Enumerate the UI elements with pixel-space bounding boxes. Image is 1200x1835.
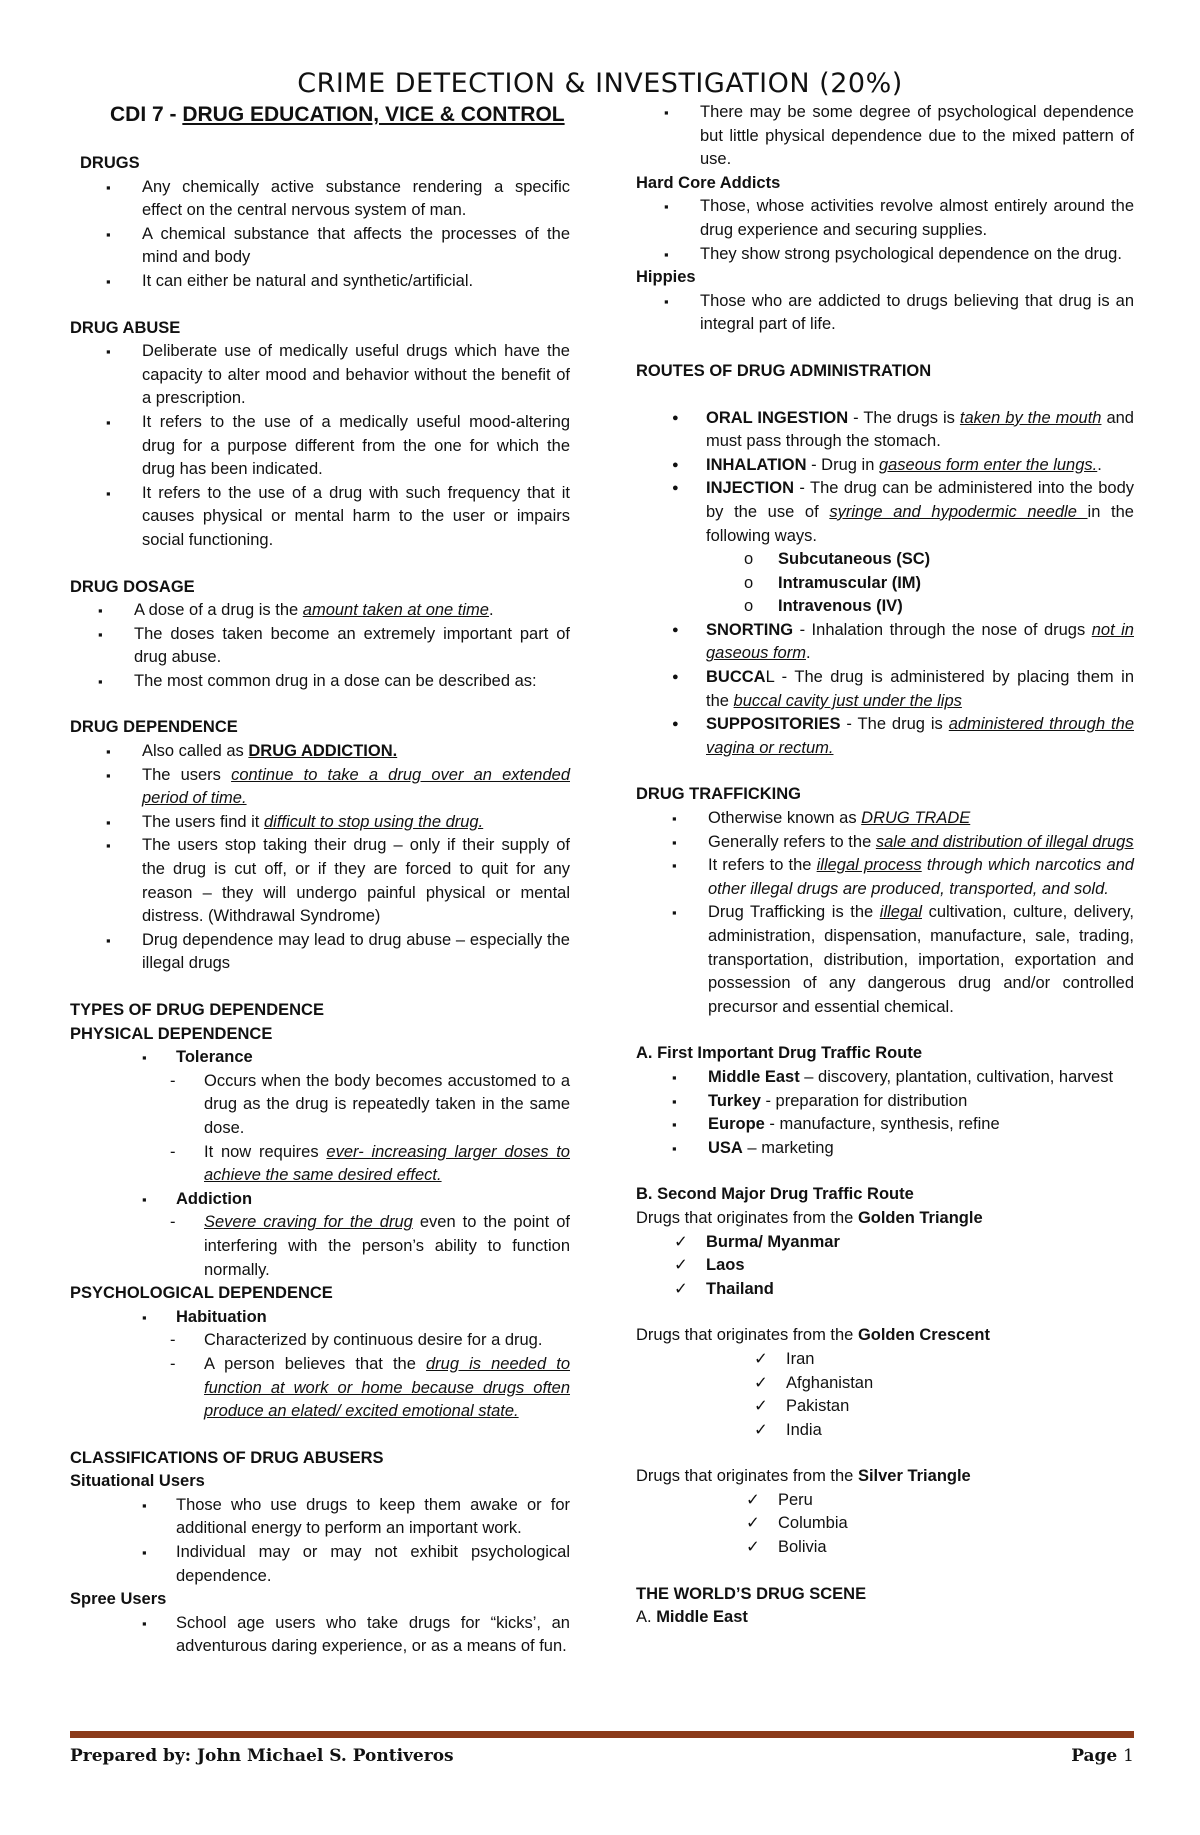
habituation-details bbox=[70, 1329, 570, 1423]
list-item: ✓ Laos bbox=[636, 1254, 1134, 1278]
world-drug-scene-heading: THE WORLD’S DRUG SCENE bbox=[636, 1584, 867, 1603]
habituation-label: ▪ Habituation bbox=[70, 1306, 570, 1330]
list-item: ● SNORTING - Inhalation through the nose of drugs not in gaseous form. bbox=[636, 619, 1134, 666]
list-item: ▪ Turkey - preparation for distribution bbox=[636, 1090, 1134, 1114]
list-item: ✓ Thailand bbox=[636, 1278, 1134, 1302]
list-item: ▪ The doses taken become an extremely important part of drug abuse. bbox=[62, 623, 570, 670]
trafficking-list bbox=[636, 807, 1134, 1019]
list-item: ▪ Deliberate use of medically useful drugs which have the capacity to alter mood and behavior without the benefit of a prescription. bbox=[70, 340, 570, 411]
golden-triangle-list bbox=[636, 1231, 1134, 1302]
route-a-list bbox=[636, 1066, 1134, 1160]
right-column bbox=[636, 101, 1134, 1630]
list-item: ▪ It refers to the use of a drug with such frequency that it causes physical or mental harm to the user or impairs social functioning. bbox=[70, 482, 570, 553]
list-item: ▪ Otherwise known as DRUG TRADE bbox=[636, 807, 1134, 831]
list-item: ✓ Afghanistan bbox=[636, 1372, 1134, 1396]
list-item: ▪ Europe - manufacture, synthesis, refine bbox=[636, 1113, 1134, 1137]
list-item: ▪ Also called as DRUG ADDICTION. bbox=[70, 740, 570, 764]
hardcore-list bbox=[628, 195, 1134, 266]
drug-abuse-heading: DRUG ABUSE bbox=[70, 318, 181, 337]
continuation-list bbox=[628, 101, 1134, 172]
list-item: ● ORAL INGESTION - The drugs is taken by the mouth and must pass through the stomach. bbox=[636, 407, 1134, 454]
routes-list bbox=[636, 407, 1134, 549]
silver-triangle-list bbox=[636, 1489, 1134, 1560]
list-item: ● BUCCAL - The drug is administered by placing them in the buccal cavity just under the lips bbox=[636, 666, 1134, 713]
list-item: - Occurs when the body becomes accustomed to a drug as the drug is repeatedly taken in the same dose. bbox=[70, 1070, 570, 1141]
list-item: ▪ It can either be natural and synthetic/artificial. bbox=[70, 270, 570, 294]
list-item: ▪ A dose of a drug is the amount taken at one time. bbox=[62, 599, 570, 623]
golden-triangle-line: Drugs that originates from the Golden Triangle bbox=[636, 1208, 983, 1227]
list-item: ✓ Pakistan bbox=[636, 1395, 1134, 1419]
footer-page-number: Page 1 bbox=[1071, 1746, 1134, 1766]
list-item: ▪ There may be some degree of psychological dependence but little physical dependence due to the mixed pattern of use. bbox=[628, 101, 1134, 172]
subject-title bbox=[110, 103, 565, 127]
left-column bbox=[70, 152, 570, 1659]
drug-abuse-list bbox=[70, 340, 570, 552]
psychological-dependence-heading: PSYCHOLOGICAL DEPENDENCE bbox=[70, 1284, 333, 1303]
drug-dosage-heading: DRUG DOSAGE bbox=[70, 577, 195, 596]
list-item: o Intravenous (IV) bbox=[636, 595, 1134, 619]
list-item: ▪ School age users who take drugs for “kicks’, an adventurous daring experience, or as a means of fun. bbox=[70, 1612, 570, 1659]
document-title: CRIME DETECTION & INVESTIGATION (20%) bbox=[297, 68, 903, 99]
golden-crescent-line: Drugs that originates from the Golden Crescent bbox=[636, 1326, 990, 1345]
routes-list-2 bbox=[636, 619, 1134, 761]
addiction-details bbox=[70, 1211, 570, 1282]
classifications-heading: CLASSIFICATIONS OF DRUG ABUSERS bbox=[70, 1448, 384, 1467]
situational-list bbox=[70, 1494, 570, 1588]
drug-dosage-list bbox=[62, 599, 570, 693]
list-item: ✓ Burma/ Myanmar bbox=[636, 1231, 1134, 1255]
list-item: - A person believes that the drug is needed to function at work or home because drugs often produce an elated/ excited emotional state. bbox=[70, 1353, 570, 1424]
list-item: ✓ Iran bbox=[636, 1348, 1134, 1372]
route-b-heading: B. Second Major Drug Traffic Route bbox=[636, 1185, 914, 1204]
injection-types-list bbox=[636, 548, 1134, 619]
list-item: - Characterized by continuous desire for a drug. bbox=[70, 1329, 570, 1353]
list-item: ▪ The most common drug in a dose can be described as: bbox=[62, 670, 570, 694]
hardcore-addicts-heading: Hard Core Addicts bbox=[636, 173, 781, 192]
list-item: ▪ They show strong psychological dependence on the drug. bbox=[628, 243, 1134, 267]
spree-users-heading: Spree Users bbox=[70, 1590, 167, 1609]
silver-triangle-line: Drugs that originates from the Silver Triangle bbox=[636, 1467, 971, 1486]
tolerance-label: ▪ Tolerance bbox=[70, 1046, 570, 1070]
list-item: ✓ India bbox=[636, 1419, 1134, 1443]
list-item: ● INJECTION - The drug can be administered into the body by the use of syringe and hypodermic needle in the following ways. bbox=[636, 477, 1134, 548]
list-item: ▪ The users find it difficult to stop using the drug. bbox=[70, 811, 570, 835]
list-item: ▪ A chemical substance that affects the processes of the mind and body bbox=[70, 223, 570, 270]
list-item: ✓ Columbia bbox=[636, 1512, 1134, 1536]
list-item: ✓ Bolivia bbox=[636, 1536, 1134, 1560]
trafficking-heading: DRUG TRAFFICKING bbox=[636, 785, 801, 804]
list-item: ▪ Middle East – discovery, plantation, cultivation, harvest bbox=[636, 1066, 1134, 1090]
situational-users-heading: Situational Users bbox=[70, 1472, 205, 1491]
hippies-list bbox=[628, 290, 1134, 337]
subject-name: DRUG EDUCATION, VICE & CONTROL bbox=[182, 103, 565, 126]
types-heading: TYPES OF DRUG DEPENDENCE bbox=[70, 1001, 324, 1019]
hippies-heading: Hippies bbox=[636, 268, 696, 287]
list-item: ▪ The users stop taking their drug – only if their supply of the drug is cut off, or if they are forced to quit for any reason – they will undergo painful physical or mental distress. (Withdrawal Syndrome) bbox=[70, 834, 570, 928]
list-item: - Severe craving for the drug even to the point of interfering with the person’s ability to function normally. bbox=[70, 1211, 570, 1282]
list-item: ▪ Those who use drugs to keep them awake or for additional energy to perform an important work. bbox=[70, 1494, 570, 1541]
drugs-list bbox=[70, 176, 570, 294]
list-item: ▪ Individual may or may not exhibit psychological dependence. bbox=[70, 1541, 570, 1588]
list-item: ● INHALATION - Drug in gaseous form enter the lungs.. bbox=[636, 454, 1134, 478]
list-item: o Subcutaneous (SC) bbox=[636, 548, 1134, 572]
spree-list bbox=[70, 1612, 570, 1659]
list-item: o Intramuscular (IM) bbox=[636, 572, 1134, 596]
habituation-list bbox=[70, 1306, 570, 1330]
middle-east-line: A. Middle East bbox=[636, 1608, 748, 1627]
route-a-heading: A. First Important Drug Traffic Route bbox=[636, 1044, 923, 1063]
list-item: ✓ Peru bbox=[636, 1489, 1134, 1513]
drugs-heading: DRUGS bbox=[80, 154, 140, 172]
footer-divider bbox=[70, 1731, 1134, 1738]
footer-prepared-by: Prepared by: John Michael S. Pontiveros bbox=[70, 1746, 454, 1766]
list-item: ▪ Any chemically active substance rendering a specific effect on the central nervous system of man. bbox=[70, 176, 570, 223]
list-item: ▪ It refers to the illegal process through which narcotics and other illegal drugs are produced, transported, and sold. bbox=[636, 854, 1134, 901]
golden-crescent-list bbox=[636, 1348, 1134, 1442]
list-item: ● SUPPOSITORIES - The drug is administered through the vagina or rectum. bbox=[636, 713, 1134, 760]
list-item: ▪ Generally refers to the sale and distribution of illegal drugs bbox=[636, 831, 1134, 855]
list-item: ▪ Those, whose activities revolve almost entirely around the drug experience and securing supplies. bbox=[628, 195, 1134, 242]
tolerance-list bbox=[70, 1046, 570, 1070]
list-item: ▪ Those who are addicted to drugs believing that drug is an integral part of life. bbox=[628, 290, 1134, 337]
drug-dependence-heading: DRUG DEPENDENCE bbox=[70, 718, 238, 737]
list-item: ▪ It refers to the use of a medically useful mood-altering drug for a purpose different from the one for which the drug has been indicated. bbox=[70, 411, 570, 482]
tolerance-details bbox=[70, 1070, 570, 1188]
list-item: ▪ Drug Trafficking is the illegal cultivation, culture, delivery, administration, dispensation, manufacture, sale, trading, transportation, distribution, importation, exportation and possession of any dangerous drug and/or controlled precursor and essential chemical. bbox=[636, 901, 1134, 1019]
list-item: - It now requires ever- increasing larger doses to achieve the same desired effect. bbox=[70, 1141, 570, 1188]
subject-code: CDI 7 - bbox=[110, 103, 183, 126]
drug-dependence-list bbox=[70, 740, 570, 976]
physical-dependence-heading: PHYSICAL DEPENDENCE bbox=[70, 1024, 273, 1043]
list-item: ▪ Drug dependence may lead to drug abuse – especially the illegal drugs bbox=[70, 929, 570, 976]
addiction-label: ▪ Addiction bbox=[70, 1188, 570, 1212]
list-item: ▪ The users continue to take a drug over an extended period of time. bbox=[70, 764, 570, 811]
addiction-list bbox=[70, 1188, 570, 1212]
list-item: ▪ USA – marketing bbox=[636, 1137, 1134, 1161]
routes-heading: ROUTES OF DRUG ADMINISTRATION bbox=[636, 361, 932, 380]
